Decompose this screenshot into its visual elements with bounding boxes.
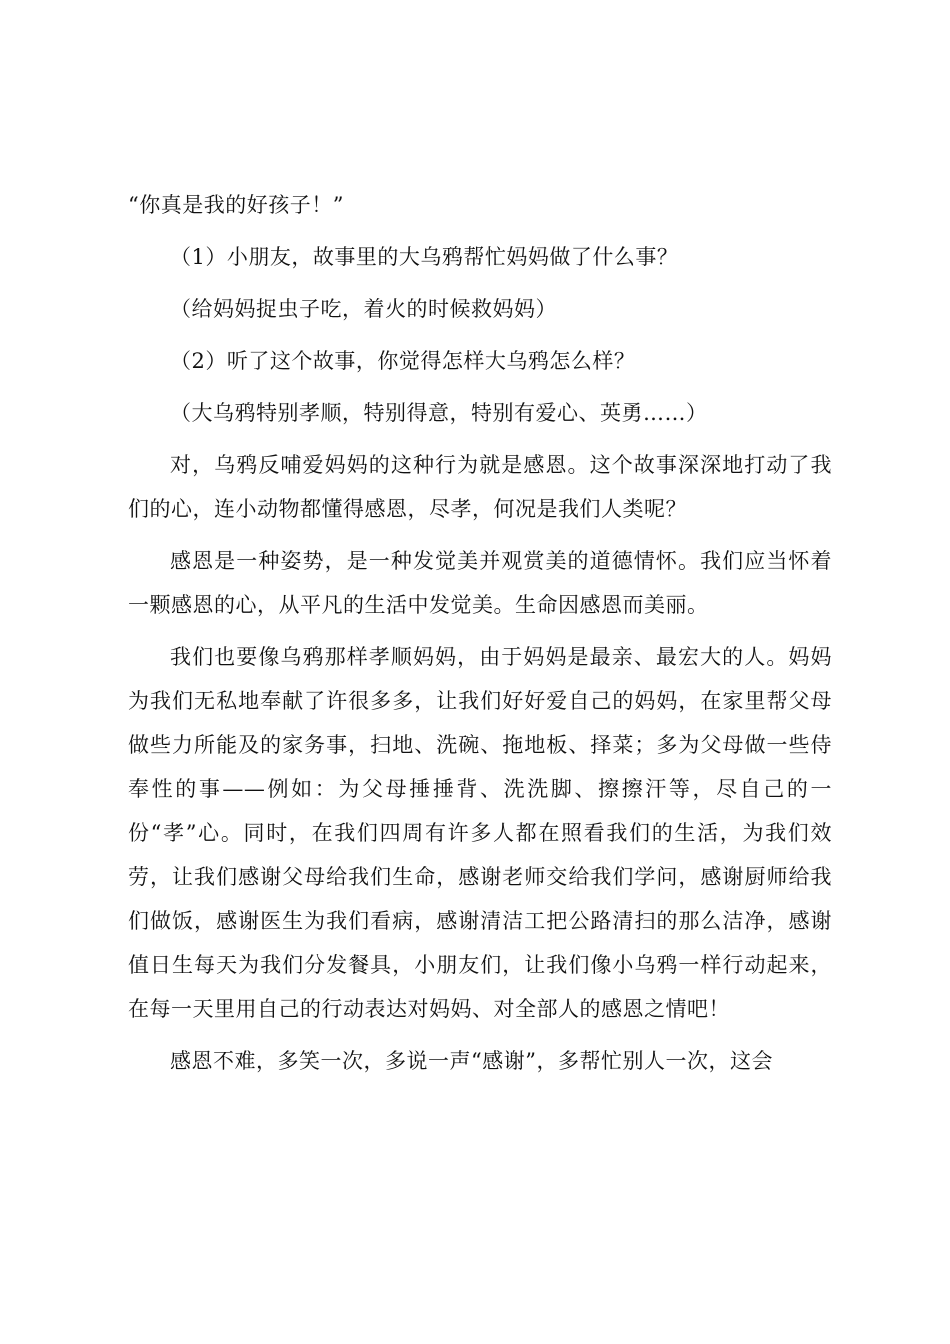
document-page bbox=[128, 183, 832, 1091]
paragraph-answer-1: （给妈妈捉虫子吃，着火的时候救妈妈） bbox=[170, 297, 557, 321]
paragraph-question-1: （1）小朋友，故事里的大乌鸦帮忙妈妈做了什么事？ bbox=[170, 245, 679, 269]
paragraph-question-2: （2）听了这个故事，你觉得怎样大乌鸦怎么样？ bbox=[170, 349, 636, 373]
paragraph-gratitude-story: 对，乌鸦反哺爱妈妈的这种行为就是感恩。这个故事深深地打动了我们的心，连小动物都懂得感恩，尽孝，何况是我们人类呢？ bbox=[128, 453, 832, 521]
paragraph-filial-piety: 我们也要像乌鸦那样孝顺妈妈，由于妈妈是最亲、最宏大的人。妈妈为我们无私地奉献了许很多多，让我们好好爱自己的妈妈，在家里帮父母做些力所能及的家务事，扫地、洗碗、拖地板、择菜；多为父母做一些侍奉性的事——例如：为父母捶捶背、洗洗脚、擦擦汗等，尽自己的一份“孝”心。同时，在我们四周有许多人都在照看我们的生活，为我们效劳，让我们感谢父母给我们生命，感谢老师交给我们学问，感谢厨师给我们做饭，感谢医生为我们看病，感谢清洁工把公路清扫的那么洁净，感谢值日生每天为我们分发餐具，小朋友们，让我们像小乌鸦一样行动起来，在每一天里用自己的行动表达对妈妈、对全部人的感恩之情吧！ bbox=[128, 645, 832, 1021]
paragraph-quote: “你真是我的好孩子！” bbox=[128, 193, 344, 217]
paragraph-closing: 感恩不难，多笑一次，多说一声“感谢”，多帮忙别人一次，这会 bbox=[170, 1049, 773, 1073]
paragraph-answer-2: （大乌鸦特别孝顺，特别得意，特别有爱心、英勇……） bbox=[170, 401, 708, 425]
paragraph-gratitude-attitude: 感恩是一种姿势，是一种发觉美并观赏美的道德情怀。我们应当怀着一颗感恩的心，从平凡的生活中发觉美。生命因感恩而美丽。 bbox=[128, 549, 832, 617]
